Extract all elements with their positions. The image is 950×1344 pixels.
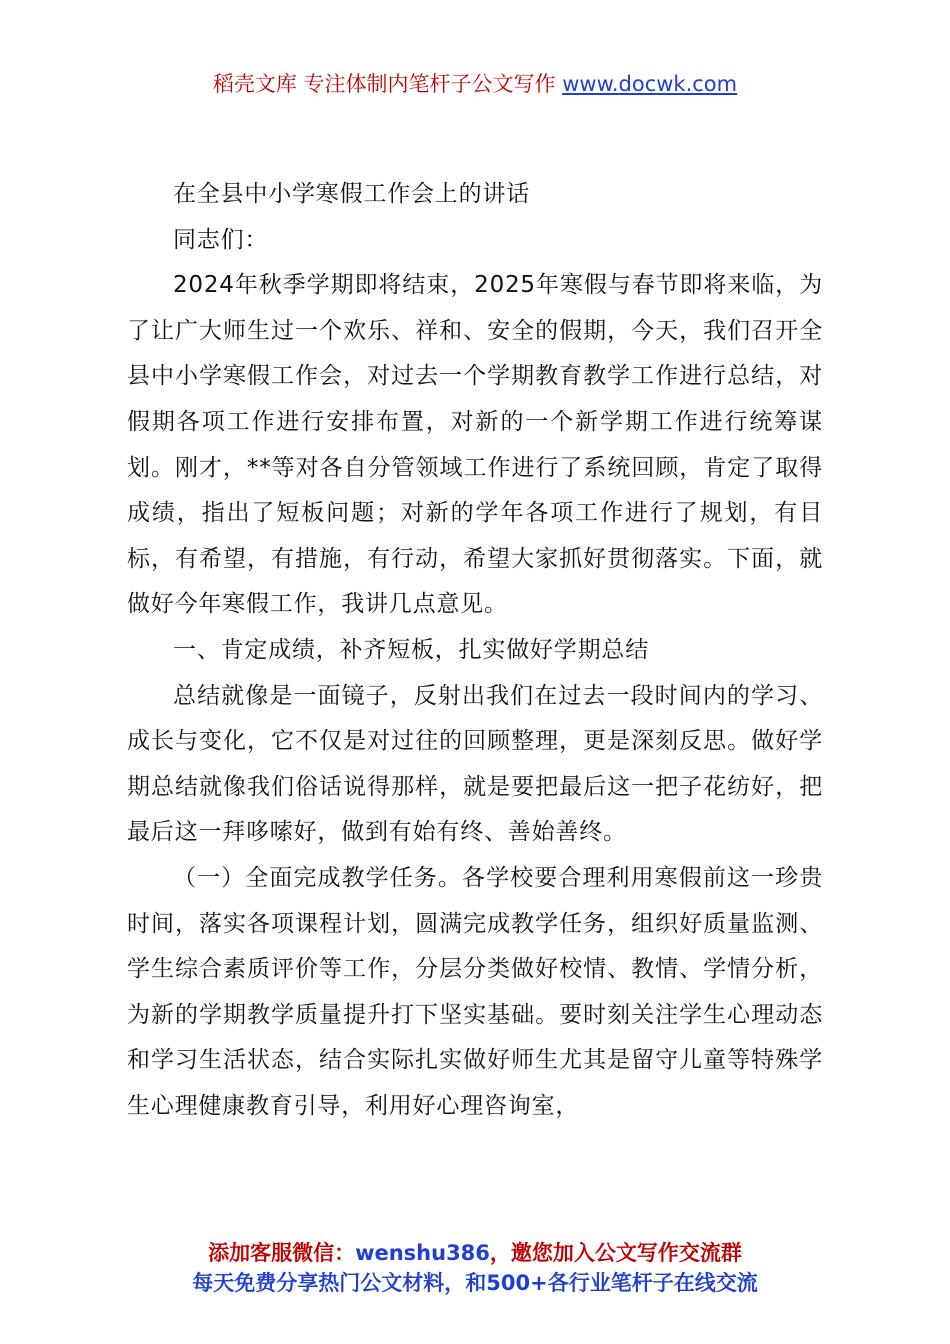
footer-promo-line: 每天免费分享热门公文材料，和500+各行业笔杆子在线交流 [192,1271,758,1295]
footer-suffix: ，邀您加入公文写作交流群 [489,1241,742,1265]
section-heading-1: 一、肯定成绩，补齐短板，扎实做好学期总结 [173,636,649,663]
paragraph-summary: 总结就像是一面镜子，反射出我们在过去一段时间内的学习、成长与变化，它不仅是对过往的回顾整理，更是深刻反思。做好学期总结就像我们俗话说得那样，就是要把最后这一把子花纺好，把最后这一拜哆嗦好，做到有始有终、善始善终。 [127,682,823,846]
salutation: 同志们： [173,226,269,253]
site-url-link[interactable]: www.docwk.com [562,72,738,96]
footer-prefix: 添加客服微信： [208,1241,356,1265]
page-footer [0,1238,950,1298]
paragraph-intro: 2024年秋季学期即将结束，2025年寒假与春节即将来临，为了让广大师生过一个欢乐、祥和、安全的假期，今天，我们召开全县中小学寒假工作会，对过去一个学期教育教学工作进行总结，对假期各项工作进行安排布置，对新的一个新学期工作进行统筹谋划。刚才，**等对各自分管领域工作进行了系统回顾，肯定了取得成绩，指出了短板问题；对新的学年各项工作进行了规划，有目标，有希望，有措施，有行动，希望大家抓好贯彻落实。下面，就做好今年寒假工作，我讲几点意见。 [127,272,823,618]
document-body [127,172,823,1129]
footer-contact-line [0,1238,950,1268]
wechat-id: wenshu386 [355,1241,490,1265]
brand-text: 稻壳文库 专注体制内笔杆子公文写作 [212,72,556,96]
document-title: 在全县中小学寒假工作会上的讲话 [173,181,530,207]
page-header [0,68,950,100]
paragraph-subsection-1: （一）全面完成教学任务。各学校要合理利用寒假前这一珍贵时间，落实各项课程计划，圆满完成教学任务，组织好质量监测、学生综合素质评价等工作，分层分类做好校情、教情、学情分析，为新的学期教学质量提升打下坚实基础。要时刻关注学生心理动态和学习生活状态，结合实际扎实做好师生尤其是留守儿童等特殊学生心理健康教育引导，利用好心理咨询室， [127,864,823,1119]
